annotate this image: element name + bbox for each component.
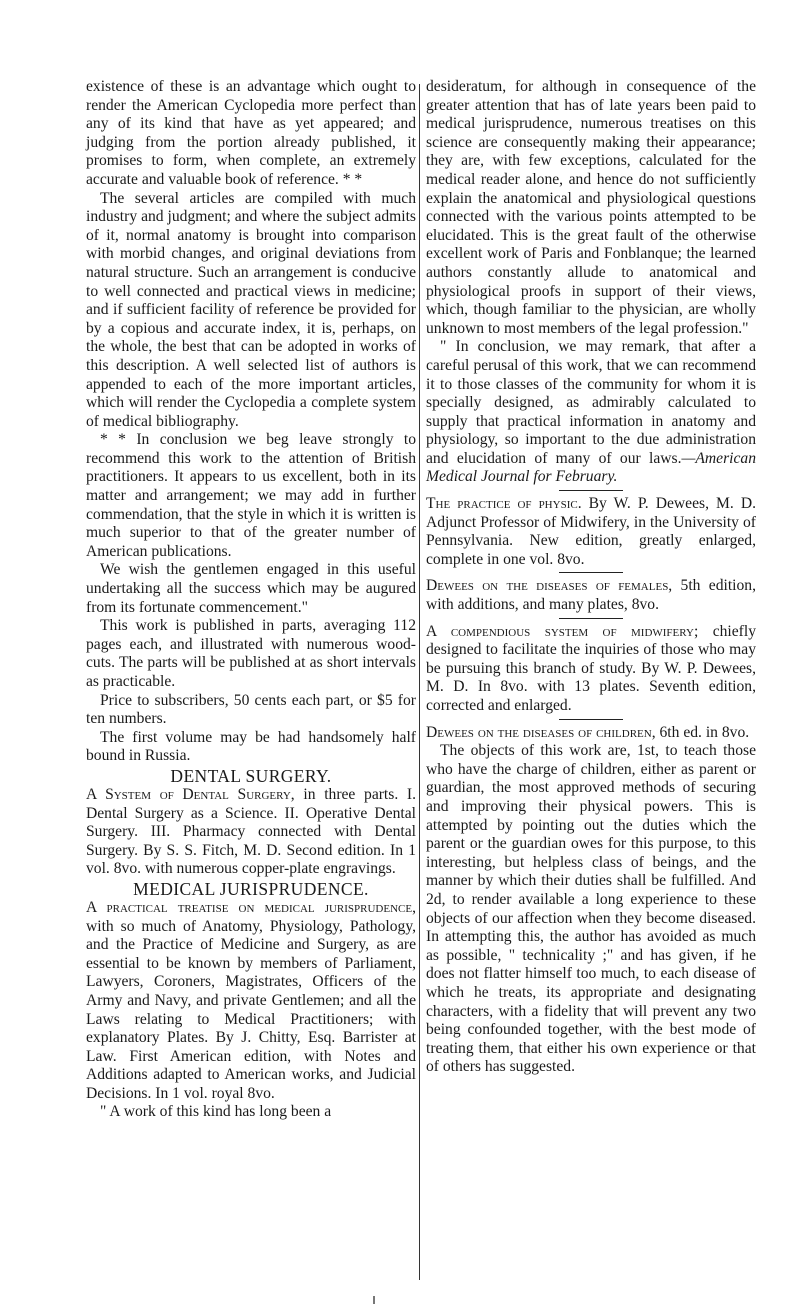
page-mark xyxy=(373,1296,375,1304)
entry-title: Dewees on the diseases of females, xyxy=(426,577,673,595)
paragraph-children-objects: The objects of this work are, 1st, to teach those who have the charge of children, either as parent or guardian, the most approved methods of securing and improving their physical powers. This is attempted by pointing out the duties which the parent or the guardian owes for this purpose, to this interesting, but helpless class of beings, and the manner by which their duties shall be fulfilled. And 2d, to render available a long experience to these objects of our affection when they become diseased. In attempting this, the author has avoided as much as possible, " technicality ;" and has given, if he does not flatter himself too much, to each disease of which he treats, its appropriate and designating characters, with a fidelity that will prevent any two being confounded together, with the best mode of treating them, that either his own experience or that of others has suggested. xyxy=(426,742,756,1076)
entry-title: The practice of physic. xyxy=(426,495,582,513)
entry-practice-of-physic xyxy=(426,495,756,569)
entry-diseases-of-females xyxy=(426,577,756,614)
paragraph-continuation: existence of these is an advantage which ought to render the American Cyclopedia more perfect than any of its kind that have as yet appeared; and judging from the portion already published, it promises to form, when complete, an extremely accurate and valuable book of reference. * * xyxy=(86,78,416,188)
left-column xyxy=(86,78,416,1122)
entry-body: in three parts. I. Dental Surgery as a Science. II. Operative Dental Surgery. III. Pharmacy connected with Dental Surgery. By S. S. Fitch, M. D. Second edition. In 1 vol. 8vo. with numerous copper-plate engravings. xyxy=(86,785,416,878)
paragraph-review-start: " A work of this kind has long been a xyxy=(100,1103,332,1121)
review-source: —American Medical Journal for February. xyxy=(426,449,756,486)
paragraph-articles: The several articles are compiled with much industry and judgment; and where the subject admits of it, normal anatomy is brought into comparison with morbid changes, and original deviations from natural structure. Such an arrangement is conducive to well connected and practical views in medicine; and if sufficient facility of reference be provided for by a copious and accurate index, it is, perhaps, on the whole, the best that can be adopted in works of this description. A well selected list of authors is appended to each of the more important articles, which will render the Cyclopedia a complete system of medical bibliography. xyxy=(86,189,416,430)
entry-dental-surgery xyxy=(86,786,416,879)
heading-medical-jurisprudence: MEDICAL JURISPRUDENCE. xyxy=(133,878,369,899)
paragraph-conclusion: * * In conclusion we beg leave strongly to recommend this work to the attention of British practitioners. It appears to us excellent, both in its matter and arrangement; we may add in further commendation, that the style in which it is written is much superior to that of the greater number of American publications. xyxy=(86,431,416,560)
section-rule xyxy=(559,618,623,619)
entry-body: 5th edition, with additions, and many plates, 8vo. xyxy=(426,577,756,614)
section-rule xyxy=(559,572,623,573)
review-text: " In conclusion, we may remark, that after a careful perusal of this work, that we can recommend it to those classes of the community for whom it is specially designed, as admirably calculated to supply that practical information in anatomy and physiology, so important to the due administration and elucidation of many of our laws. xyxy=(426,338,756,467)
entry-title: Dewees on the diseases of children, xyxy=(426,723,656,741)
section-rule xyxy=(559,719,623,720)
entry-title: A compendious system of midwifery; xyxy=(426,622,699,640)
entry-jurisprudence xyxy=(86,899,416,1104)
entry-body: chiefly designed to facilitate the inquiries of those who may be pursuing this branch of study. By W. P. Dewees, M. D. In 8vo. with 13 plates. Seventh edition, corrected and enlarged. xyxy=(426,622,756,714)
paragraph-review-conclusion xyxy=(426,338,756,487)
entry-title: A practical treatise on medical jurisprudence, xyxy=(86,898,416,916)
entry-title: A System of Dental Surgery, xyxy=(86,785,295,803)
paragraph-wishes: We wish the gentlemen engaged in this useful undertaking all the success which may be augured from its fortunate commencement." xyxy=(86,561,416,616)
paragraph-volume: The first volume may be had handsomely half bound in Russia. xyxy=(86,728,416,765)
entry-body: 6th ed. in 8vo. xyxy=(655,723,750,741)
entry-diseases-of-children xyxy=(426,724,756,743)
entry-body: with so much of Anatomy, Physiology, Pathology, and the Practice of Medicine and Surgery, as are essential to be known by members of Parliament, Lawyers, Coroners, Magistrates, Officers of the Army and Navy, and private Gentlemen; and all the Laws relating to Medical Practitioners; with explanatory Plates. By J. Chitty, Esq. Barrister at Law. First American edition, with Notes and Additions adapted to American works, and Judicial Decisions. In 1 vol. royal 8vo. xyxy=(86,917,416,1102)
paragraph-price: Price to subscribers, 50 cents each part, or $5 for ten numbers. xyxy=(86,691,416,728)
heading-dental-surgery: DENTAL SURGERY. xyxy=(170,765,332,786)
right-column xyxy=(426,78,756,1077)
entry-midwifery xyxy=(426,623,756,716)
column-divider xyxy=(419,84,420,1280)
section-rule xyxy=(559,490,623,491)
paragraph-publication: This work is published in parts, averaging 112 pages each, and illustrated with numerous wood-cuts. The parts will be published at as short intervals as practicable. xyxy=(86,617,416,690)
paragraph-desideratum: desideratum, for although in consequence of the greater attention that has of late years been paid to medical jurisprudence, numerous treatises on this science are consequently making their appearance; they are, with few exceptions, calculated for the medical reader alone, and hence do not sufficiently explain the anatomical and physiological questions connected with the various points attempted to be elucidated. This is the great fault of the otherwise excellent work of Paris and Fonblanque; the learned authors constantly allude to anatomical and physiological proofs in support of their views, which, though familiar to the physician, are wholly unknown to most members of the legal profession." xyxy=(426,78,756,337)
entry-body: By W. P. Dewees, M. D. Adjunct Professor of Midwifery, in the University of Pennsylvania. New edition, greatly enlarged, complete in one vol. 8vo. xyxy=(426,495,756,568)
